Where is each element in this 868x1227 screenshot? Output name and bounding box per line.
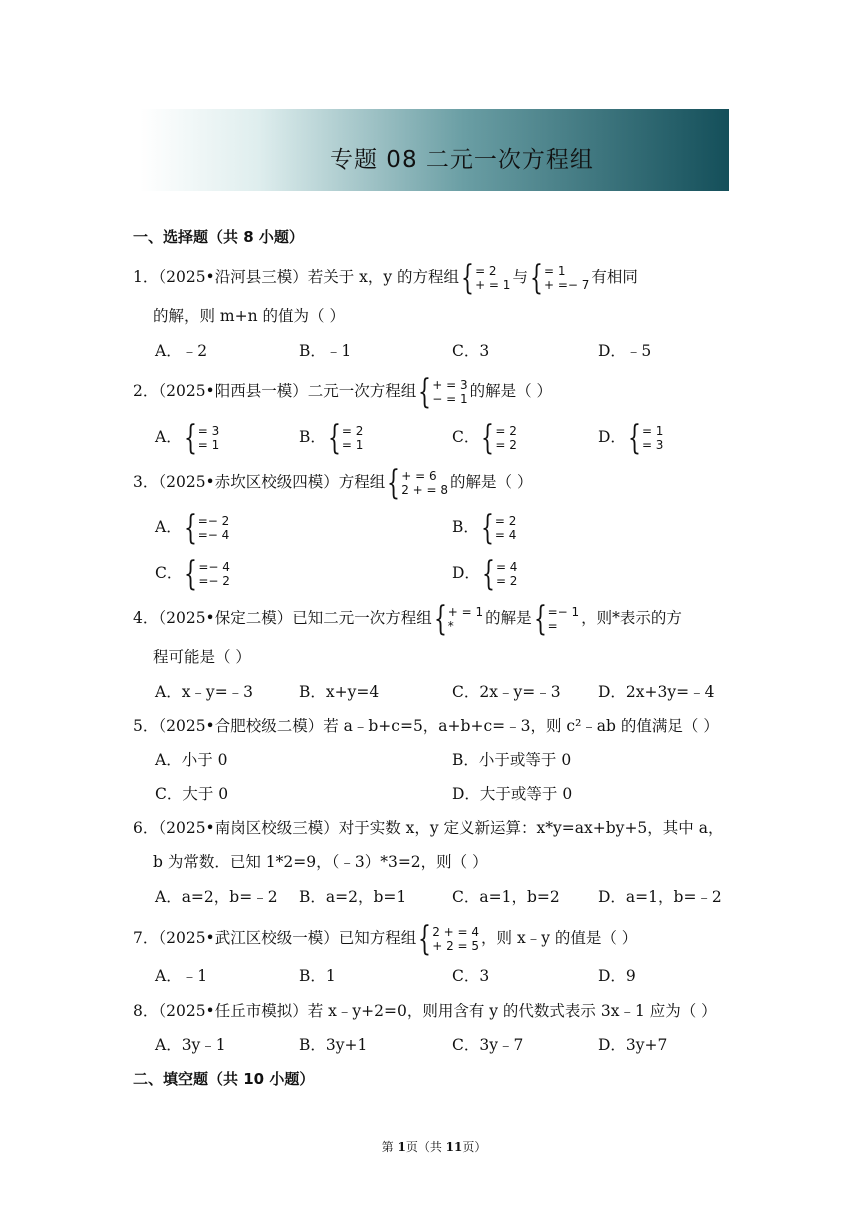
question-6-line2: b 为常数．已知 1*2=9，（﹣3）*3=2，则（ ） [153,853,488,871]
q7-option-c[interactable]: C．3 [452,967,490,985]
q8-option-a[interactable]: A．3y﹣1 [155,1036,226,1054]
q3-option-c[interactable]: C． { =− 4 =− 2 [155,560,232,588]
q6-option-d[interactable]: D．a=1，b=﹣2 [598,888,722,906]
q1-option-c[interactable]: C．3 [452,342,490,360]
q4-option-b[interactable]: B．x+y=4 [299,683,380,701]
q3-option-a[interactable]: A． { =− 2 =− 4 [155,514,231,542]
equation-system: { + = 6 2 + = 8 [387,469,448,497]
question-2: 2．（2025•阳西县一模）二元一次方程组 { + = 3 − = 1 的解是（ ） [133,378,552,406]
equation-system: { = 1 + =− 7 [530,264,589,292]
section-heading-choice: 一、选择题（共 8 小题） [133,228,304,246]
q7-option-a[interactable]: A．﹣1 [155,967,208,985]
q5-option-c[interactable]: C．大于 0 [155,785,229,803]
q2-option-b[interactable]: B． { = 2 = 1 [299,424,365,452]
q6-option-a[interactable]: A．a=2，b=﹣2 [155,888,278,906]
q3-option-d[interactable]: D． { = 4 = 2 [452,560,519,588]
q8-option-b[interactable]: B．3y+1 [299,1036,368,1054]
q4-option-a[interactable]: A．x﹣y=﹣3 [155,683,254,701]
q8-option-c[interactable]: C．3y﹣7 [452,1036,524,1054]
q1-option-d[interactable]: D．﹣5 [598,342,652,360]
equation-system: { + = 1 * [434,605,483,633]
page-title: 专题 08 二元一次方程组 [330,147,594,173]
q7-option-d[interactable]: D．9 [598,967,636,985]
question-5: 5．（2025•合肥校级二模）若 a﹣b+c=5，a+b+c=﹣3，则 c²﹣ab 的值满足（ ） [133,717,719,735]
q4-option-c[interactable]: C．2x﹣y=﹣3 [452,683,561,701]
page-footer: 第 1页（共 11页） [381,1140,487,1154]
equation-system: { = 2 + = 1 [461,264,510,292]
q8-option-d[interactable]: D．3y+7 [598,1036,668,1054]
q6-option-c[interactable]: C．a=1，b=2 [452,888,560,906]
section-heading-fill: 二、填空题（共 10 小题） [133,1070,315,1088]
q2-option-a[interactable]: A． { = 3 = 1 [155,424,221,452]
q3-option-b[interactable]: B． { = 2 = 4 [452,514,518,542]
question-1: 1．（2025•沿河县三模）若关于 x，y 的方程组 { = 2 + = 1 与 { = 1 + =− 7 有相同 [133,264,638,292]
q5-option-b[interactable]: B．小于或等于 0 [452,751,572,769]
question-8: 8．（2025•任丘市模拟）若 x﹣y+2=0，则用含有 y 的代数式表示 3x﹣1 应为（ ） [133,1002,717,1020]
q5-option-d[interactable]: D．大于或等于 0 [452,785,573,803]
question-1-line2: 的解，则 m+n 的值为（ ） [153,307,345,325]
equation-system: { + = 3 − = 1 [418,378,467,406]
question-7: 7．（2025•武江区校级一模）已知方程组 { 2 + = 4 + 2 = 5 ，则 x﹣y 的值是（ ） [133,925,637,953]
q2-option-d[interactable]: D． { = 1 = 3 [598,424,665,452]
q1-option-a[interactable]: A．﹣2 [155,342,208,360]
q6-option-b[interactable]: B．a=2，b=1 [299,888,407,906]
title-banner [140,109,729,191]
question-4: 4．（2025•保定二模）已知二元一次方程组 { + = 1 * 的解是 { =− 1 = ，则*表示的方 [133,605,682,633]
q4-option-d[interactable]: D．2x+3y=﹣4 [598,683,715,701]
question-4-line2: 程可能是（ ） [153,648,251,666]
q1-option-b[interactable]: B．﹣1 [299,342,352,360]
q5-option-a[interactable]: A．小于 0 [155,751,228,769]
q2-option-c[interactable]: C． { = 2 = 2 [452,424,519,452]
question-3: 3．（2025•赤坎区校级四模）方程组 { + = 6 2 + = 8 的解是（ ） [133,469,532,497]
q7-option-b[interactable]: B．1 [299,967,336,985]
equation-system: { =− 1 = [534,605,580,633]
equation-system: { 2 + = 4 + 2 = 5 [418,925,479,953]
question-6: 6．（2025•南岗区校级三模）对于实数 x，y 定义新运算：x*y=ax+by+5，其中 a， [133,819,724,837]
